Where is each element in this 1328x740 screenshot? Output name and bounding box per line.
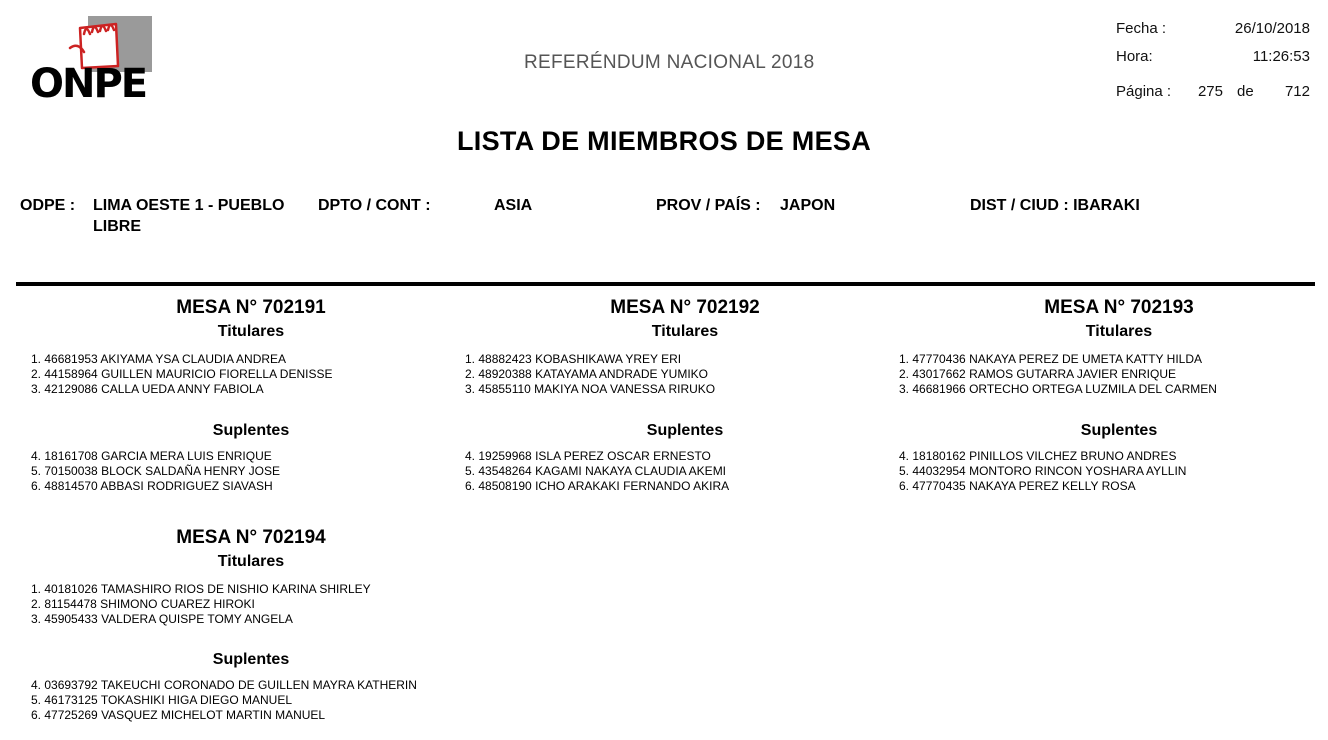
dpto-label: DPTO / CONT : (318, 197, 431, 214)
titulares-list (465, 352, 715, 397)
suplentes-list (465, 449, 729, 494)
list-item: 6. 47725269 VASQUEZ MICHELOT MARTIN MANUEL (31, 708, 326, 722)
list-item: 2. 48920388 KATAYAMA ANDRADE YUMIKO (465, 367, 708, 381)
list-item: 4. 19259968 ISLA PEREZ OSCAR ERNESTO (465, 449, 711, 463)
suplentes-heading: Suplentes (212, 422, 290, 439)
list-item: 3. 42129086 CALLA UEDA ANNY FABIOLA (31, 382, 264, 396)
pagina-de: de (1237, 83, 1254, 100)
divider-rule (16, 282, 1315, 286)
fecha-label: Fecha : (1116, 20, 1167, 37)
mesa-title: MESA N° 702192 (610, 297, 760, 318)
list-item: 6. 47770435 NAKAYA PEREZ KELLY ROSA (899, 479, 1136, 493)
list-item: 2. 81154478 SHIMONO CUAREZ HIROKI (31, 597, 255, 611)
list-item: 1. 40181026 TAMASHIRO RIOS DE NISHIO KARINA SHIRLEY (31, 582, 371, 596)
onpe-logo (30, 12, 162, 110)
fecha-value: 26/10/2018 (1234, 20, 1310, 37)
list-item: 2. 43017662 RAMOS GUTARRA JAVIER ENRIQUE (899, 367, 1176, 381)
odpe-value-line2: LIBRE (93, 218, 141, 235)
list-item: 3. 45855110 MAKIYA NOA VANESSA RIRUKO (465, 382, 716, 396)
suplentes-heading: Suplentes (646, 422, 724, 439)
list-item: 5. 70150038 BLOCK SALDAÑA HENRY JOSE (31, 464, 281, 478)
list-item: 5. 44032954 MONTORO RINCON YOSHARA AYLLIN (899, 464, 1187, 478)
logo-text: ONPE (30, 61, 147, 107)
event-title: REFERÉNDUM NACIONAL 2018 (524, 52, 815, 73)
dist-label: DIST / CIUD : IBARAKI (970, 197, 1140, 214)
list-item: 5. 46173125 TOKASHIKI HIGA DIEGO MANUEL (31, 693, 293, 707)
mesa-title: MESA N° 702191 (176, 297, 326, 318)
titulares-heading: Titulares (217, 553, 285, 570)
suplentes-list (899, 449, 1186, 494)
suplentes-heading: Suplentes (1080, 422, 1158, 439)
pagina-total: 712 (1284, 83, 1310, 100)
list-item: 1. 48882423 KOBASHIKAWA YREY ERI (465, 352, 682, 366)
titulares-list (31, 352, 332, 397)
prov-label: PROV / PAÍS : (656, 197, 761, 214)
suplentes-heading: Suplentes (212, 651, 290, 668)
prov-value: JAPON (780, 197, 836, 214)
list-item: 6. 48508190 ICHO ARAKAKI FERNANDO AKIRA (465, 479, 730, 493)
list-item: 4. 03693792 TAKEUCHI CORONADO DE GUILLEN MAYRA KATHERIN (31, 678, 417, 692)
suplentes-list (31, 678, 417, 723)
titulares-heading: Titulares (1085, 323, 1153, 340)
list-item: 5. 43548264 KAGAMI NAKAYA CLAUDIA AKEMI (465, 464, 727, 478)
pagina-label: Página : (1116, 83, 1172, 100)
odpe-value-line1: LIMA OESTE 1 - PUEBLO (93, 197, 285, 214)
titulares-heading: Titulares (217, 323, 285, 340)
list-item: 2. 44158964 GUILLEN MAURICIO FIORELLA DENISSE (31, 367, 333, 381)
dpto-value: ASIA (494, 197, 533, 214)
mesa-title: MESA N° 702194 (176, 527, 326, 548)
suplentes-list (31, 449, 280, 494)
titulares-heading: Titulares (651, 323, 719, 340)
document-title: LISTA DE MIEMBROS DE MESA (456, 126, 872, 156)
mesa-title: MESA N° 702193 (1044, 297, 1194, 318)
list-item: 3. 46681966 ORTECHO ORTEGA LUZMILA DEL CARMEN (899, 382, 1217, 396)
hora-value: 11:26:53 (1252, 48, 1310, 65)
hora-label: Hora: (1116, 48, 1153, 65)
list-item: 3. 45905433 VALDERA QUISPE TOMY ANGELA (31, 612, 293, 626)
list-item: 4. 18161708 GARCIA MERA LUIS ENRIQUE (31, 449, 272, 463)
list-item: 4. 18180162 PINILLOS VILCHEZ BRUNO ANDRES (899, 449, 1177, 463)
pagina-current: 275 (1197, 83, 1223, 100)
odpe-label: ODPE : (20, 197, 76, 214)
list-item: 1. 47770436 NAKAYA PEREZ DE UMETA KATTY HILDA (899, 352, 1203, 366)
titulares-list (899, 352, 1217, 397)
list-item: 6. 48814570 ABBASI RODRIGUEZ SIAVASH (31, 479, 273, 493)
list-item: 1. 46681953 AKIYAMA YSA CLAUDIA ANDREA (31, 352, 287, 366)
titulares-list (31, 582, 371, 627)
